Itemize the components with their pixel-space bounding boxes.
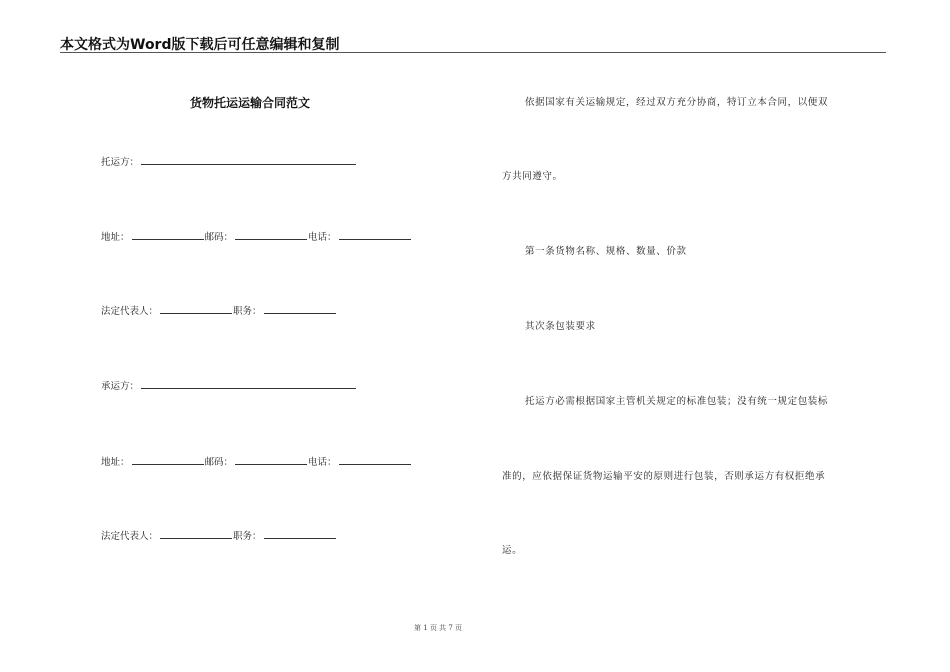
shipper-rep-label: 法定代表人： [101, 306, 159, 317]
shipper-address-label: 地址： [101, 232, 130, 243]
header-title: 本文格式为Word版下载后可任意编辑和复制 [60, 37, 340, 53]
article-2-heading: 其次条包装要求 [525, 321, 596, 332]
carrier-rep-label: 法定代表人： [101, 531, 159, 542]
carrier-postcode-label: 邮码： [204, 457, 234, 468]
shipper-phone-label: 电话： [308, 232, 337, 243]
shipper-phone-blank [339, 229, 411, 240]
carrier-rep-line [101, 528, 337, 542]
carrier-phone-label: 电话： [308, 457, 337, 468]
paragraph-intro-line-1: 依据国家有关运输规定，经过双方充分协商，特订立本合同，以便双 [525, 97, 829, 108]
packaging-line-3: 运。 [502, 545, 523, 556]
packaging-line-1: 托运方必需根据国家主管机关规定的标准包装；没有统一规定包装标 [525, 396, 829, 407]
article-1-heading: 第一条货物名称、规格、数量、价款 [525, 246, 687, 257]
carrier-position-label: 职务： [233, 531, 262, 542]
carrier-name-blank [141, 378, 356, 389]
shipper-label: 托运方： [101, 157, 140, 168]
paragraph-intro-line-2: 方共同遵守。 [502, 171, 563, 182]
page-number: 第 1 页 共 7 页 [414, 624, 463, 632]
carrier-address-label: 地址： [101, 457, 130, 468]
shipper-line [101, 154, 357, 168]
header-divider [60, 52, 886, 53]
carrier-postcode-blank [235, 454, 307, 465]
carrier-rep-blank [160, 528, 232, 539]
carrier-line [101, 378, 357, 392]
carrier-position-blank [264, 528, 336, 539]
shipper-rep-blank [160, 303, 232, 314]
shipper-position-label: 职务： [233, 306, 262, 317]
shipper-address-blank [132, 229, 204, 240]
document-title: 货物托运运输合同范文 [190, 96, 311, 110]
shipper-rep-line [101, 303, 337, 317]
carrier-address-blank [132, 454, 204, 465]
shipper-address-line [101, 229, 412, 243]
shipper-postcode-blank [235, 229, 307, 240]
shipper-postcode-label: 邮码： [204, 232, 234, 243]
carrier-label: 承运方： [101, 381, 140, 392]
shipper-name-blank [141, 154, 356, 165]
packaging-line-2: 准的，应依据保证货物运输平安的原则进行包装，否则承运方有权拒绝承 [502, 471, 826, 482]
carrier-phone-blank [339, 454, 411, 465]
shipper-position-blank [264, 303, 336, 314]
carrier-address-line [101, 454, 412, 468]
